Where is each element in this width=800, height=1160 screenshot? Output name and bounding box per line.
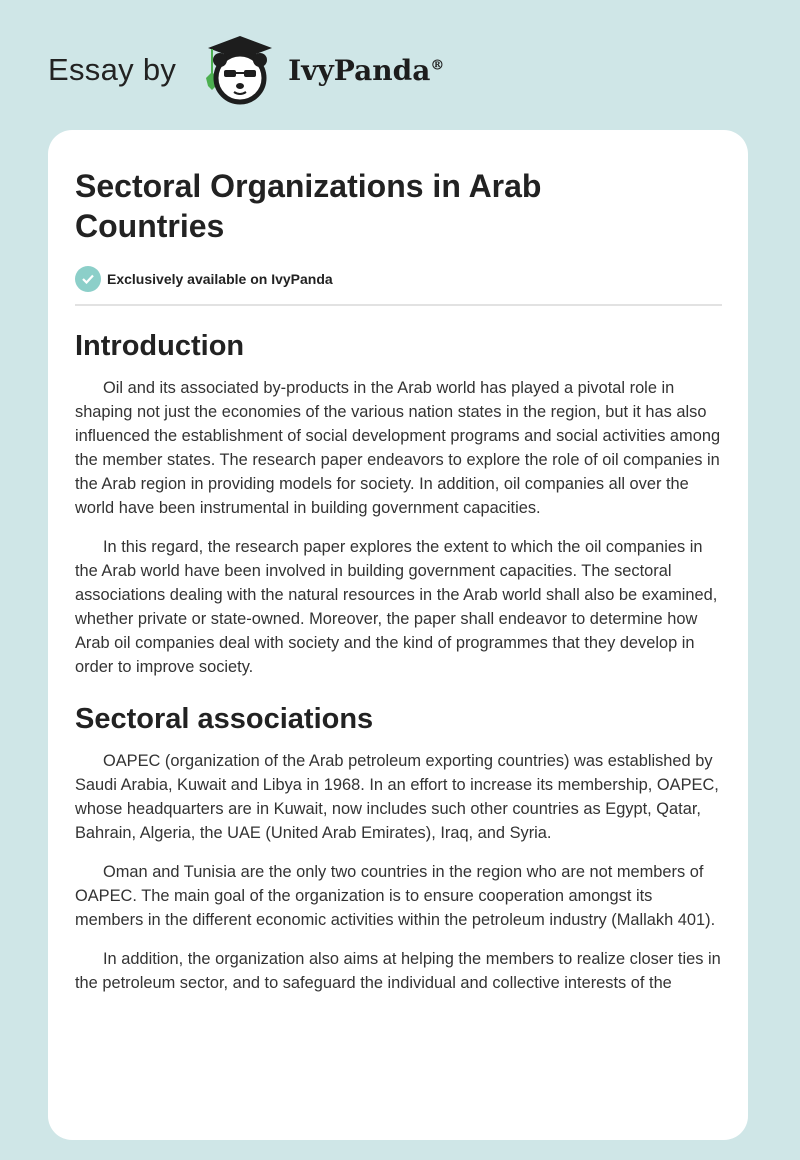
check-icon	[75, 266, 101, 292]
registered-mark: ®	[430, 57, 445, 74]
essay-by-label: Essay by	[48, 52, 177, 87]
divider	[75, 304, 722, 306]
exclusive-label: Exclusively available on IvyPanda	[107, 271, 333, 287]
section-heading: Sectoral associations	[75, 703, 374, 735]
exclusive-badge	[75, 266, 722, 292]
paragraph: Oil and its associated by-products in the Arab world has played a pivotal role in shaping not just the economies of the various nation states in the region, but it has also influenced the establishment of social development programs and social activities among the member states. The research paper endeavors to explore the role of oil companies in the Arab region in providing models for society. In addition, oil companies all over the world have been instrumental in building government capacities.	[75, 379, 721, 517]
brand-header	[48, 34, 444, 106]
paragraph: OAPEC (organization of the Arab petroleum exporting countries) was established by Saudi Arabia, Kuwait and Libya in 1968. In an effort to increase its membership, OAPEC, whose headquarters are in Kuwait, now includes such other countries as Egypt, Qatar, Bahrain, Algeria, the UAE (United Arab Emirates), Iraq, and Syria.	[75, 752, 719, 842]
paragraph: Oman and Tunisia are the only two countries in the region who are not members of OAPEC. The main goal of the organization is to ensure cooperation amongst its members in the different economic activities within the petroleum industry (Mallakh 401).	[75, 863, 716, 929]
paragraph: In this regard, the research paper explores the extent to which the oil companies in the Arab world have been involved in building government capacities. The sectoral associations dealing with the natural resources in the Arab world shall also be examined, whether private or state-owned. Moreover, the paper shall endeavor to determine how Arab oil companies deal with society and the kind of programmes that they develop in order to improve society.	[75, 538, 718, 676]
brand-name	[288, 54, 444, 87]
page-title: Sectoral Organizations in Arab Countries	[75, 168, 542, 244]
essay-card	[48, 130, 748, 1140]
paragraph: In addition, the organization also aims at helping the members to realize closer ties in the petroleum sector, and to safeguard the individual and collective interests of the	[75, 950, 721, 992]
ivypanda-logo-icon[interactable]	[194, 34, 282, 106]
section-heading: Introduction	[75, 330, 245, 362]
brand-name-text: IvyPanda	[288, 53, 431, 87]
